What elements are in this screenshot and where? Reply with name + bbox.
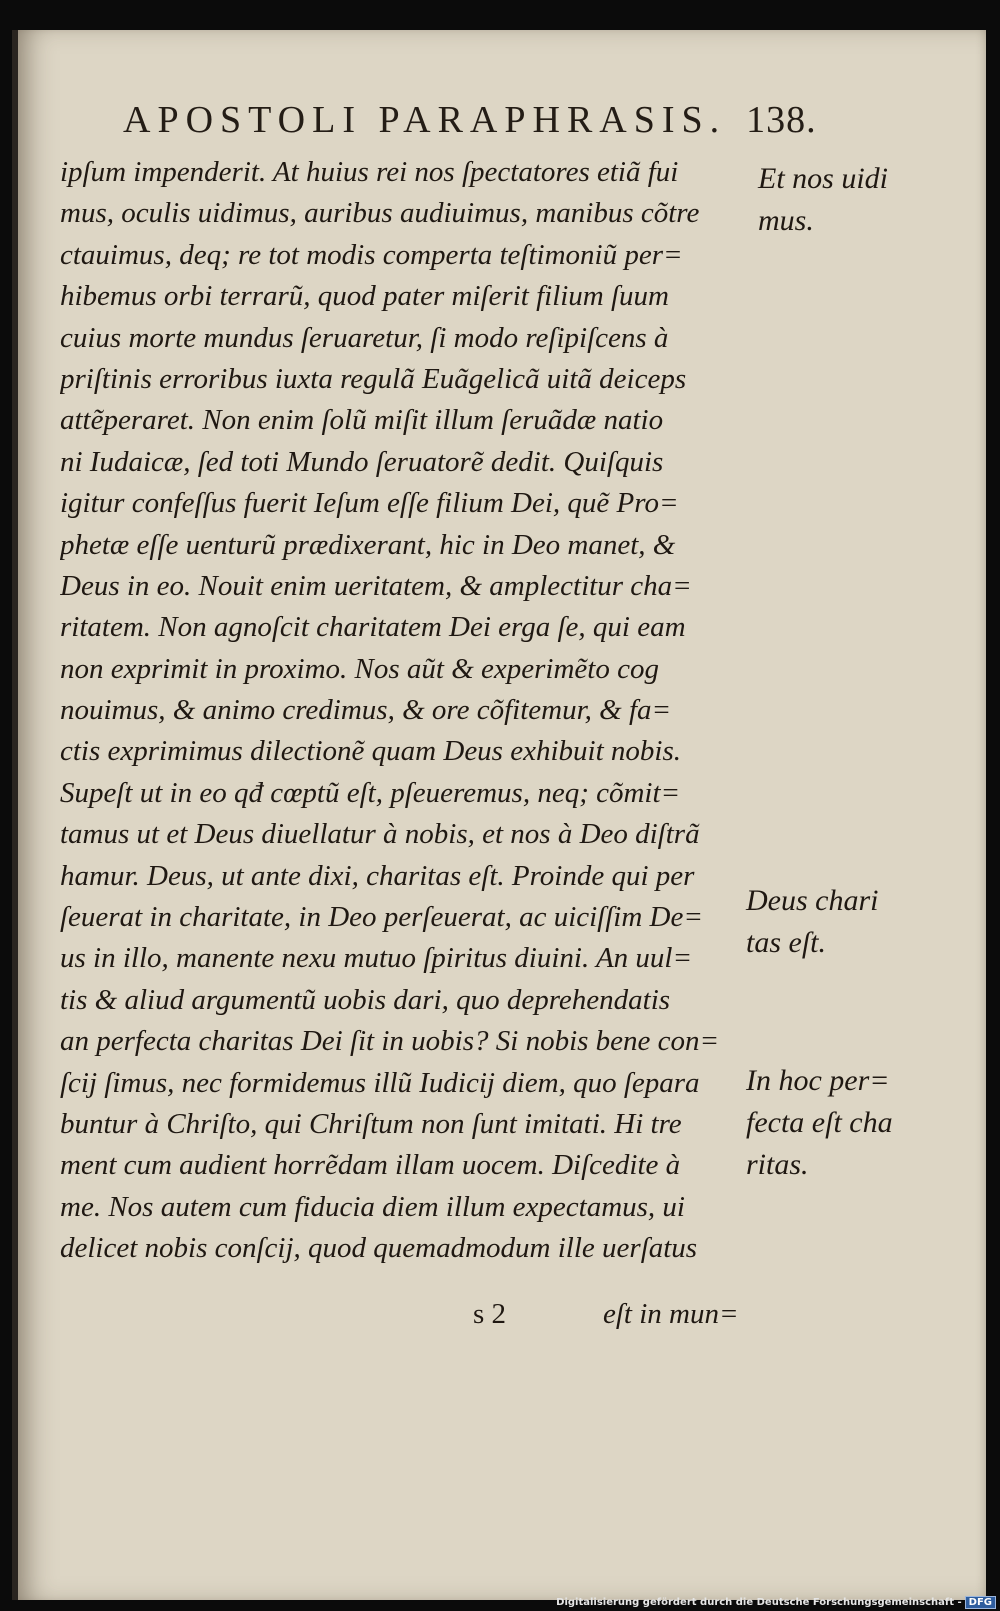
text-line: cuius morte mundus ſeruaretur, ſi modo reſipiſcens à: [60, 321, 669, 354]
margin-note-line: ritas.: [746, 1148, 809, 1181]
digitization-credit: [556, 1596, 996, 1609]
text-line: Supeſt ut in eo qđ cœptũ eſt, pſeueremus, neq; cõmit=: [60, 776, 681, 809]
text-line: me. Nos autem cum fiducia diem illum expectamus, ui: [60, 1190, 685, 1223]
margin-note: [758, 158, 888, 242]
margin-note-line: Et nos uidi: [758, 162, 889, 195]
text-line: ctauimus, deq; re tot modis comperta teſtimoniũ per=: [60, 238, 683, 271]
margin-note: [746, 1060, 893, 1186]
text-line: mus, oculis uidimus, auribus audiuimus, manibus cõtre: [60, 197, 700, 230]
margin-note-line: tas eſt.: [746, 926, 826, 959]
folio-number: 138.: [746, 99, 817, 141]
text-line: attẽperaret. Non enim ſolũ miſit illum ſeruãdæ natio: [60, 404, 664, 437]
margin-note-line: Deus chari: [746, 884, 879, 917]
text-line: ni Iudaicæ, ſed toti Mundo ſeruatorẽ dedit. Quiſquis: [60, 445, 664, 478]
running-title: APOSTOLI PARAPHRASIS.: [123, 99, 727, 141]
text-line: ritatem. Non agnoſcit charitatem Dei erga ſe, qui eam: [60, 611, 686, 644]
margin-note-line: fecta eſt cha: [746, 1106, 893, 1139]
text-line: an perfecta charitas Dei ſit in uobis? Si nobis bene con=: [60, 1025, 720, 1058]
text-line: delicet nobis conſcij, quod quemadmodum ille uerſatus: [60, 1232, 698, 1265]
book-page: [12, 30, 986, 1600]
text-line: tamus ut et Deus diuellatur à nobis, et nos à Deo diſtrã: [60, 818, 700, 851]
margin-note-line: In hoc per=: [746, 1064, 890, 1097]
text-line: hibemus orbi terrarũ, quod pater miſerit filium ſuum: [60, 280, 669, 313]
text-line: buntur à Chriſto, qui Chriſtum non ſunt imitati. Hi tre: [60, 1107, 682, 1140]
catchword: eſt in mun=: [603, 1298, 739, 1330]
text-line: nouimus, & animo credimus, & ore cõfitemur, & fa=: [60, 694, 672, 727]
main-text-block: [60, 152, 740, 1270]
text-line: hamur. Deus, ut ante dixi, charitas eſt. Proinde qui per: [60, 859, 695, 892]
text-line: non exprimit in proximo. Nos aũt & experimẽto cog: [60, 652, 659, 685]
text-line: us in illo, manente nexu mutuo ſpiritus diuini. An uul=: [60, 942, 693, 975]
text-line: ctis exprimimus dilectionẽ quam Deus exhibuit nobis.: [60, 735, 681, 768]
text-line: tis & aliud argumentũ uobis dari, quo deprehendatis: [60, 983, 671, 1016]
signature-mark: s 2: [473, 1298, 507, 1330]
text-line: Deus in eo. Nouit enim ueritatem, & amplectitur cha=: [60, 569, 692, 602]
text-line: igitur confeſſus fuerit Ieſum eſſe filium Dei, quẽ Pro=: [60, 487, 679, 520]
text-line: ipſum impenderit. At huius rei nos ſpectatores etiã fui: [60, 156, 679, 188]
credit-text: Digitalisierung gefördert durch die Deutsche Forschungsgemeinschaft -: [556, 1597, 962, 1608]
text-line: ſeuerat in charitate, in Deo perſeuerat, ac uiciſſim De=: [60, 901, 703, 934]
dfg-logo: DFG: [965, 1596, 996, 1609]
margin-note-line: mus.: [758, 204, 814, 237]
text-line: phetæ eſſe uenturũ prædixerant, hic in Deo manet, &: [60, 528, 676, 561]
running-header: [123, 98, 817, 142]
text-line: ment cum audient horrẽdam illam uocem. Diſcedite à: [60, 1149, 681, 1182]
text-line: ſcij ſimus, nec formidemus illũ Iudicij diem, quo ſepara: [60, 1066, 700, 1099]
margin-note: [746, 880, 878, 964]
text-line: priſtinis erroribus iuxta regulã Euãgelicã uitã deiceps: [60, 362, 687, 395]
